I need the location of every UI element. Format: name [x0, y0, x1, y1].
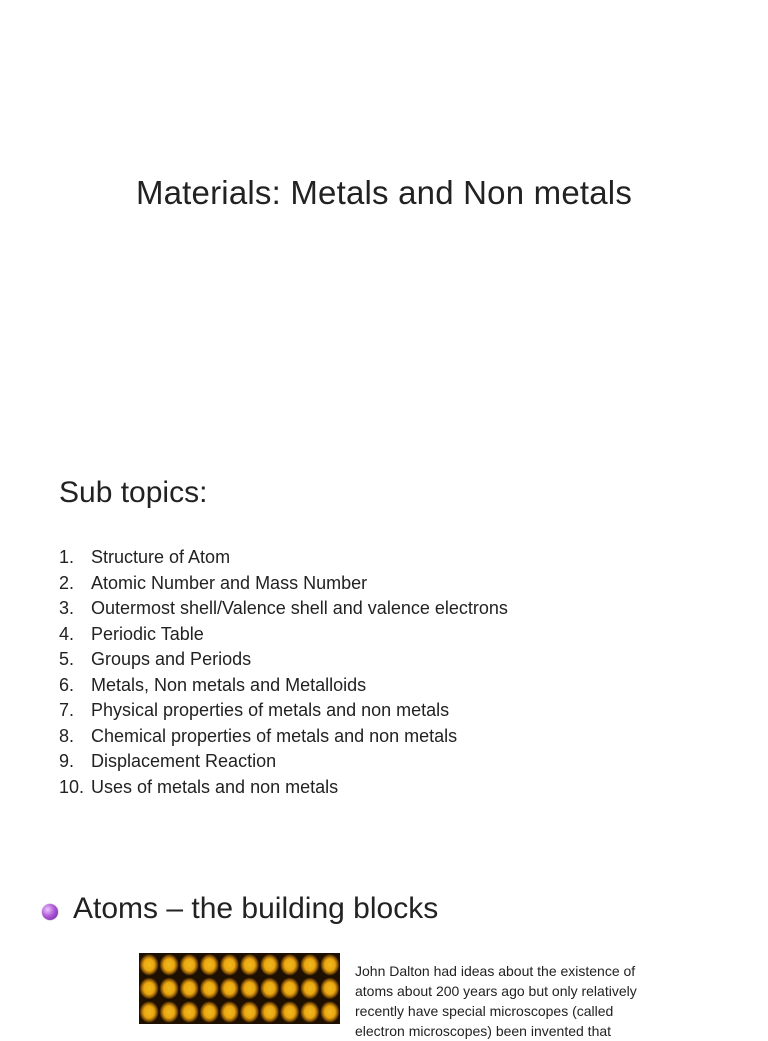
list-item-number: 7.	[59, 700, 75, 720]
list-item-text: Structure of Atom	[91, 547, 231, 567]
list-item-text: Uses of metals and non metals	[91, 776, 339, 797]
list-item-number: 2.	[59, 572, 75, 593]
atoms-body-text: John Dalton had ideas about the existence of atoms about 200 years ago but only relatively recently have special microscopes (called electron microscopes) been invented that	[355, 963, 637, 1039]
list-item-number: 5.	[59, 649, 75, 669]
page-title: Materials: Metals and Non metals	[135, 174, 633, 211]
list-item-text: Physical properties of metals and non metals	[91, 700, 450, 720]
list-item	[59, 725, 508, 751]
list-item-text: Metals, Non metals and Metalloids	[91, 674, 367, 695]
list-item-number: 10.	[59, 776, 85, 797]
list-item	[59, 750, 508, 776]
subtopics-list	[59, 546, 508, 801]
list-item-number: 8.	[59, 725, 75, 746]
atoms-heading: Atoms – the building blocks	[73, 892, 439, 925]
purple-sphere-bullet-icon	[42, 904, 58, 920]
list-item	[59, 674, 508, 700]
list-item	[59, 699, 508, 725]
atoms-section	[0, 880, 768, 1039]
list-item-number: 1.	[59, 547, 75, 567]
atom-microscope-image	[139, 953, 340, 1024]
list-item	[59, 572, 508, 598]
list-item-text: Outermost shell/Valence shell and valence electrons	[91, 598, 508, 618]
list-item-number: 4.	[59, 623, 75, 644]
list-item	[59, 546, 508, 572]
list-item-text: Atomic Number and Mass Number	[91, 572, 368, 593]
list-item	[59, 623, 508, 649]
list-item-number: 6.	[59, 674, 75, 695]
list-item-text: Groups and Periods	[91, 649, 252, 669]
list-item-text: Displacement Reaction	[91, 751, 277, 771]
list-item-text: Periodic Table	[91, 623, 204, 644]
list-item-number: 3.	[59, 598, 75, 618]
subtopics-heading: Sub topics:	[59, 476, 208, 509]
list-item	[59, 776, 508, 802]
list-item	[59, 648, 508, 674]
list-item-text: Chemical properties of metals and non metals	[91, 725, 458, 746]
list-item	[59, 597, 508, 623]
list-item-number: 9.	[59, 751, 75, 771]
